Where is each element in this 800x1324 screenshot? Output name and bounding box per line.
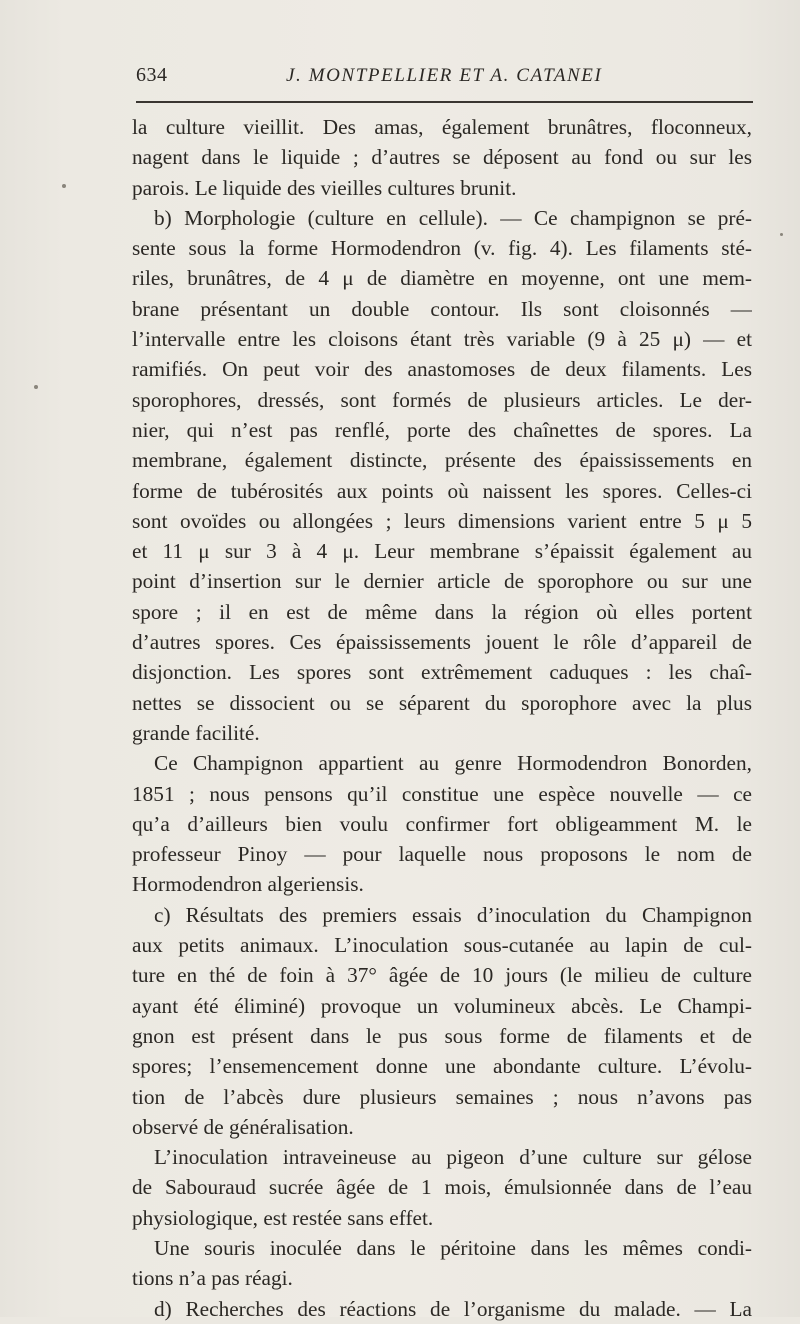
text-line: Ce Champignon appartient au genre Hormodendron Bonorden, — [154, 751, 752, 776]
text-line: ture en thé de foin à 37° âgée de 10 jours (le milieu de culture — [132, 963, 752, 988]
text-line: d’autres spores. Ces épaississements jouent le rôle d’appareil de — [132, 630, 752, 655]
text-line: tions n’a pas réagi. — [132, 1266, 293, 1291]
text-line: ramifiés. On peut voir des anastomoses de deux filaments. Les — [132, 357, 752, 382]
text-line: brane présentant un double contour. Ils sont cloisonnés — — [132, 296, 752, 321]
text-line: sente sous la forme Hormodendron (v. fig. 4). Les filaments sté- — [132, 236, 752, 261]
text-line: ayant été éliminé) provoque un volumineux abcès. Le Champi- — [132, 993, 752, 1018]
text-line: physiologique, est restée sans effet. — [132, 1205, 434, 1230]
text-line: sporophores, dressés, sont formés de plusieurs articles. Le der- — [132, 387, 752, 412]
text-line: forme de tubérosités aux points où naissent les spores. Celles-ci — [132, 478, 752, 503]
text-line: la culture vieillit. Des amas, également brunâtres, floconneux, — [132, 115, 752, 139]
text-line: Hormodendron algeriensis. — [132, 872, 364, 897]
page-number: 634 — [136, 64, 168, 86]
text-line: grande facilité. — [132, 720, 260, 745]
text-line: parois. Le liquide des vieilles cultures brunit. — [132, 175, 517, 200]
text-line: l’intervalle entre les cloisons étant très variable (9 à 25 μ) — et — [132, 327, 752, 352]
running-head-authors: J. MONTPELLIER ET A. CATANEI — [286, 65, 603, 86]
text-line: Une souris inoculée dans le péritoine dans les mêmes condi- — [154, 1235, 752, 1260]
text-line: observé de généralisation. — [132, 1114, 354, 1139]
text-line: aux petits animaux. L’inoculation sous-cutanée au lapin de cul- — [132, 933, 752, 958]
paper-speck — [34, 385, 38, 389]
text-line: nettes se dissocient ou se séparent du sporophore avec la plus — [132, 690, 752, 715]
text-line: nier, qui n’est pas renflé, porte des chaînettes de spores. La — [132, 417, 752, 442]
text-line: 1851 ; nous pensons qu’il constitue une espèce nouvelle — ce — [132, 781, 752, 806]
text-line: de Sabouraud sucrée âgée de 1 mois, émulsionnée dans de l’eau — [132, 1175, 752, 1200]
running-header — [136, 64, 752, 92]
text-line: d) Recherches des réactions de l’organisme du malade. — La — [154, 1296, 752, 1321]
text-line: spore ; il en est de même dans la région où elles portent — [132, 599, 752, 624]
paper-speck — [62, 184, 66, 188]
text-line: point d’insertion sur le dernier article de sporophore ou sur une — [132, 569, 752, 594]
text-line: professeur Pinoy — pour laquelle nous proposons le nom de — [132, 842, 752, 867]
text-line: tion de l’abcès dure plusieurs semaines ; nous n’avons pas — [132, 1084, 752, 1109]
text-line: spores; l’ensemencement donne une abondante culture. L’évolu- — [132, 1054, 752, 1079]
text-line: riles, brunâtres, de 4 μ de diamètre en moyenne, ont une mem- — [132, 266, 752, 291]
text-line: b) Morphologie (culture en cellule). — Ce champignon se pré- — [154, 205, 752, 230]
text-line: sont ovoïdes ou allongées ; leurs dimensions varient entre 5 μ 5 — [132, 508, 752, 533]
header-rule — [136, 101, 753, 103]
text-line: membrane, également distincte, présente des épaississements en — [132, 448, 752, 473]
text-line: et 11 μ sur 3 à 4 μ. Leur membrane s’épaissit également au — [132, 539, 752, 564]
text-line: nagent dans le liquide ; d’autres se déposent au fond ou sur les — [132, 145, 752, 170]
body-text — [132, 112, 752, 1324]
paper-speck — [780, 233, 783, 236]
text-line: c) Résultats des premiers essais d’inoculation du Champignon — [154, 902, 752, 927]
text-line: qu’a d’ailleurs bien voulu confirmer fort obligeamment M. le — [132, 811, 752, 836]
text-line: gnon est présent dans le pus sous forme de filaments et de — [132, 1023, 752, 1048]
text-line: L’inoculation intraveineuse au pigeon d’une culture sur gélose — [154, 1145, 752, 1170]
text-line: disjonction. Les spores sont extrêmement caduques : les chaî- — [132, 660, 752, 685]
